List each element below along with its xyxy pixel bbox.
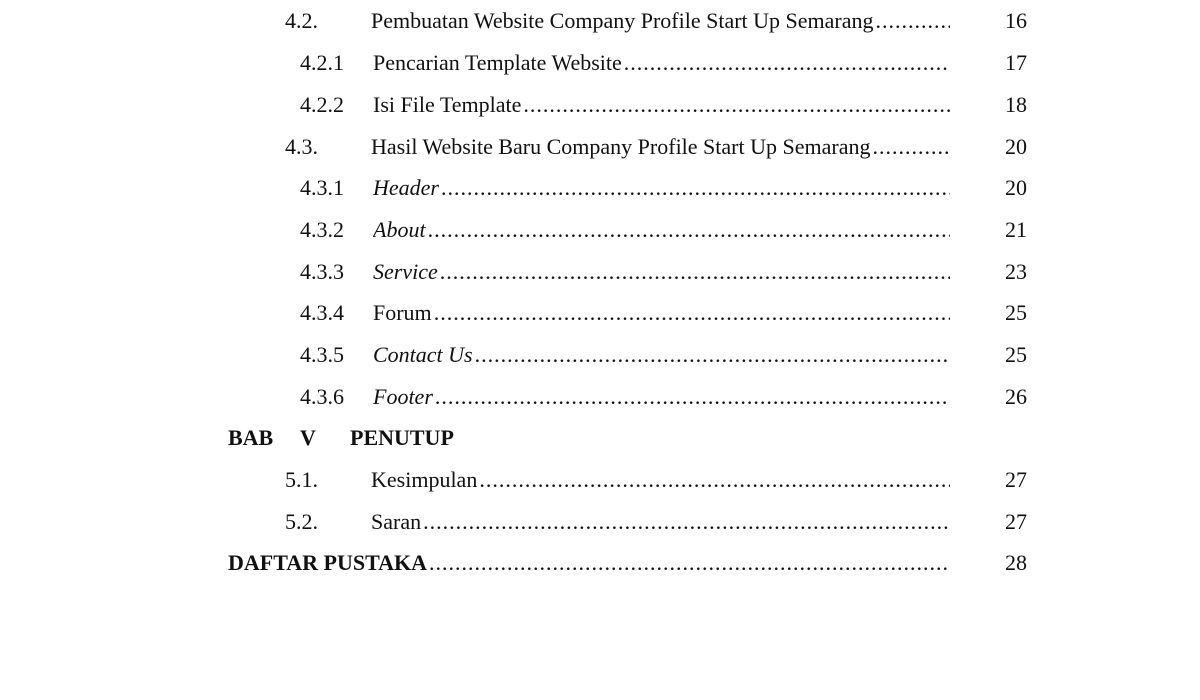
- dot-leader: [521, 89, 950, 121]
- entry-title: Header: [373, 175, 439, 200]
- dot-leader: [426, 214, 950, 246]
- entry-page-number: 27: [1005, 467, 1027, 492]
- entry-number: 4.2.1: [300, 50, 344, 75]
- entry-page-number: 18: [1005, 92, 1027, 117]
- entry-number: 4.3.3: [300, 259, 344, 284]
- entry-page-number: 28: [1005, 550, 1027, 575]
- entry-title: Pencarian Template Website: [373, 50, 622, 75]
- dot-leader: [874, 5, 950, 37]
- entry-number: 4.2.2: [300, 92, 344, 117]
- toc-entry-4-2-1: [0, 47, 1200, 79]
- entry-title: Footer: [373, 384, 433, 409]
- entry-title: Kesimpulan: [371, 467, 478, 492]
- entry-number: 4.3.4: [300, 300, 344, 325]
- toc-entry-references: [0, 547, 1200, 579]
- entry-page-number: 20: [1005, 175, 1027, 200]
- entry-title: Hasil Website Baru Company Profile Start Up Semarang: [371, 134, 871, 159]
- dot-leader: [622, 47, 950, 79]
- entry-title: Saran: [371, 509, 422, 534]
- entry-page-number: 23: [1005, 259, 1027, 284]
- entry-title: Forum: [373, 300, 432, 325]
- entry-title: Contact Us: [373, 342, 473, 367]
- entry-title: Isi File Template: [373, 92, 522, 117]
- entry-number: 4.3.: [285, 134, 318, 159]
- dot-leader: [427, 547, 950, 579]
- toc-entry-4-3-6: [0, 381, 1200, 413]
- entry-page-number: 25: [1005, 342, 1027, 367]
- entry-title: Pembuatan Website Company Profile Start Up Semarang: [371, 8, 874, 33]
- chapter-title: PENUTUP: [350, 425, 454, 450]
- toc-entry-4-2-2: [0, 89, 1200, 121]
- toc-entry-4-3-4: [0, 297, 1200, 329]
- entry-page-number: 17: [1005, 50, 1027, 75]
- entry-page-number: 16: [1005, 8, 1027, 33]
- toc-entry-5-2: [0, 506, 1200, 538]
- entry-number: 4.3.1: [300, 175, 344, 200]
- dot-leader: [477, 464, 950, 496]
- entry-page-number: 25: [1005, 300, 1027, 325]
- dot-leader: [438, 256, 950, 288]
- entry-title: DAFTAR PUSTAKA: [228, 550, 428, 575]
- toc-entry-4-3: [0, 131, 1200, 163]
- toc-entry-4-3-2: [0, 214, 1200, 246]
- entry-number: 4.3.2: [300, 217, 344, 242]
- toc-entry-4-3-5: [0, 339, 1200, 371]
- dot-leader: [473, 339, 950, 371]
- toc-chapter-5-heading: [0, 422, 1200, 454]
- dot-leader: [421, 506, 950, 538]
- entry-page-number: 21: [1005, 217, 1027, 242]
- entry-title: Service: [373, 259, 438, 284]
- chapter-bab-label: BAB: [228, 425, 274, 450]
- toc-entry-5-1: [0, 464, 1200, 496]
- dot-leader: [439, 172, 950, 204]
- dot-leader: [870, 131, 950, 163]
- toc-entry-4-3-3: [0, 256, 1200, 288]
- entry-number: 4.3.5: [300, 342, 344, 367]
- chapter-number: V: [300, 425, 316, 450]
- entry-number: 5.1.: [285, 467, 318, 492]
- dot-leader: [433, 381, 950, 413]
- entry-number: 5.2.: [285, 509, 318, 534]
- entry-number: 4.3.6: [300, 384, 344, 409]
- entry-title: About: [373, 217, 426, 242]
- entry-page-number: 27: [1005, 509, 1027, 534]
- entry-page-number: 20: [1005, 134, 1027, 159]
- dot-leader: [432, 297, 950, 329]
- entry-page-number: 26: [1005, 384, 1027, 409]
- entry-number: 4.2.: [285, 8, 318, 33]
- toc-entry-4-3-1: [0, 172, 1200, 204]
- toc-entry-4-2: [0, 5, 1200, 37]
